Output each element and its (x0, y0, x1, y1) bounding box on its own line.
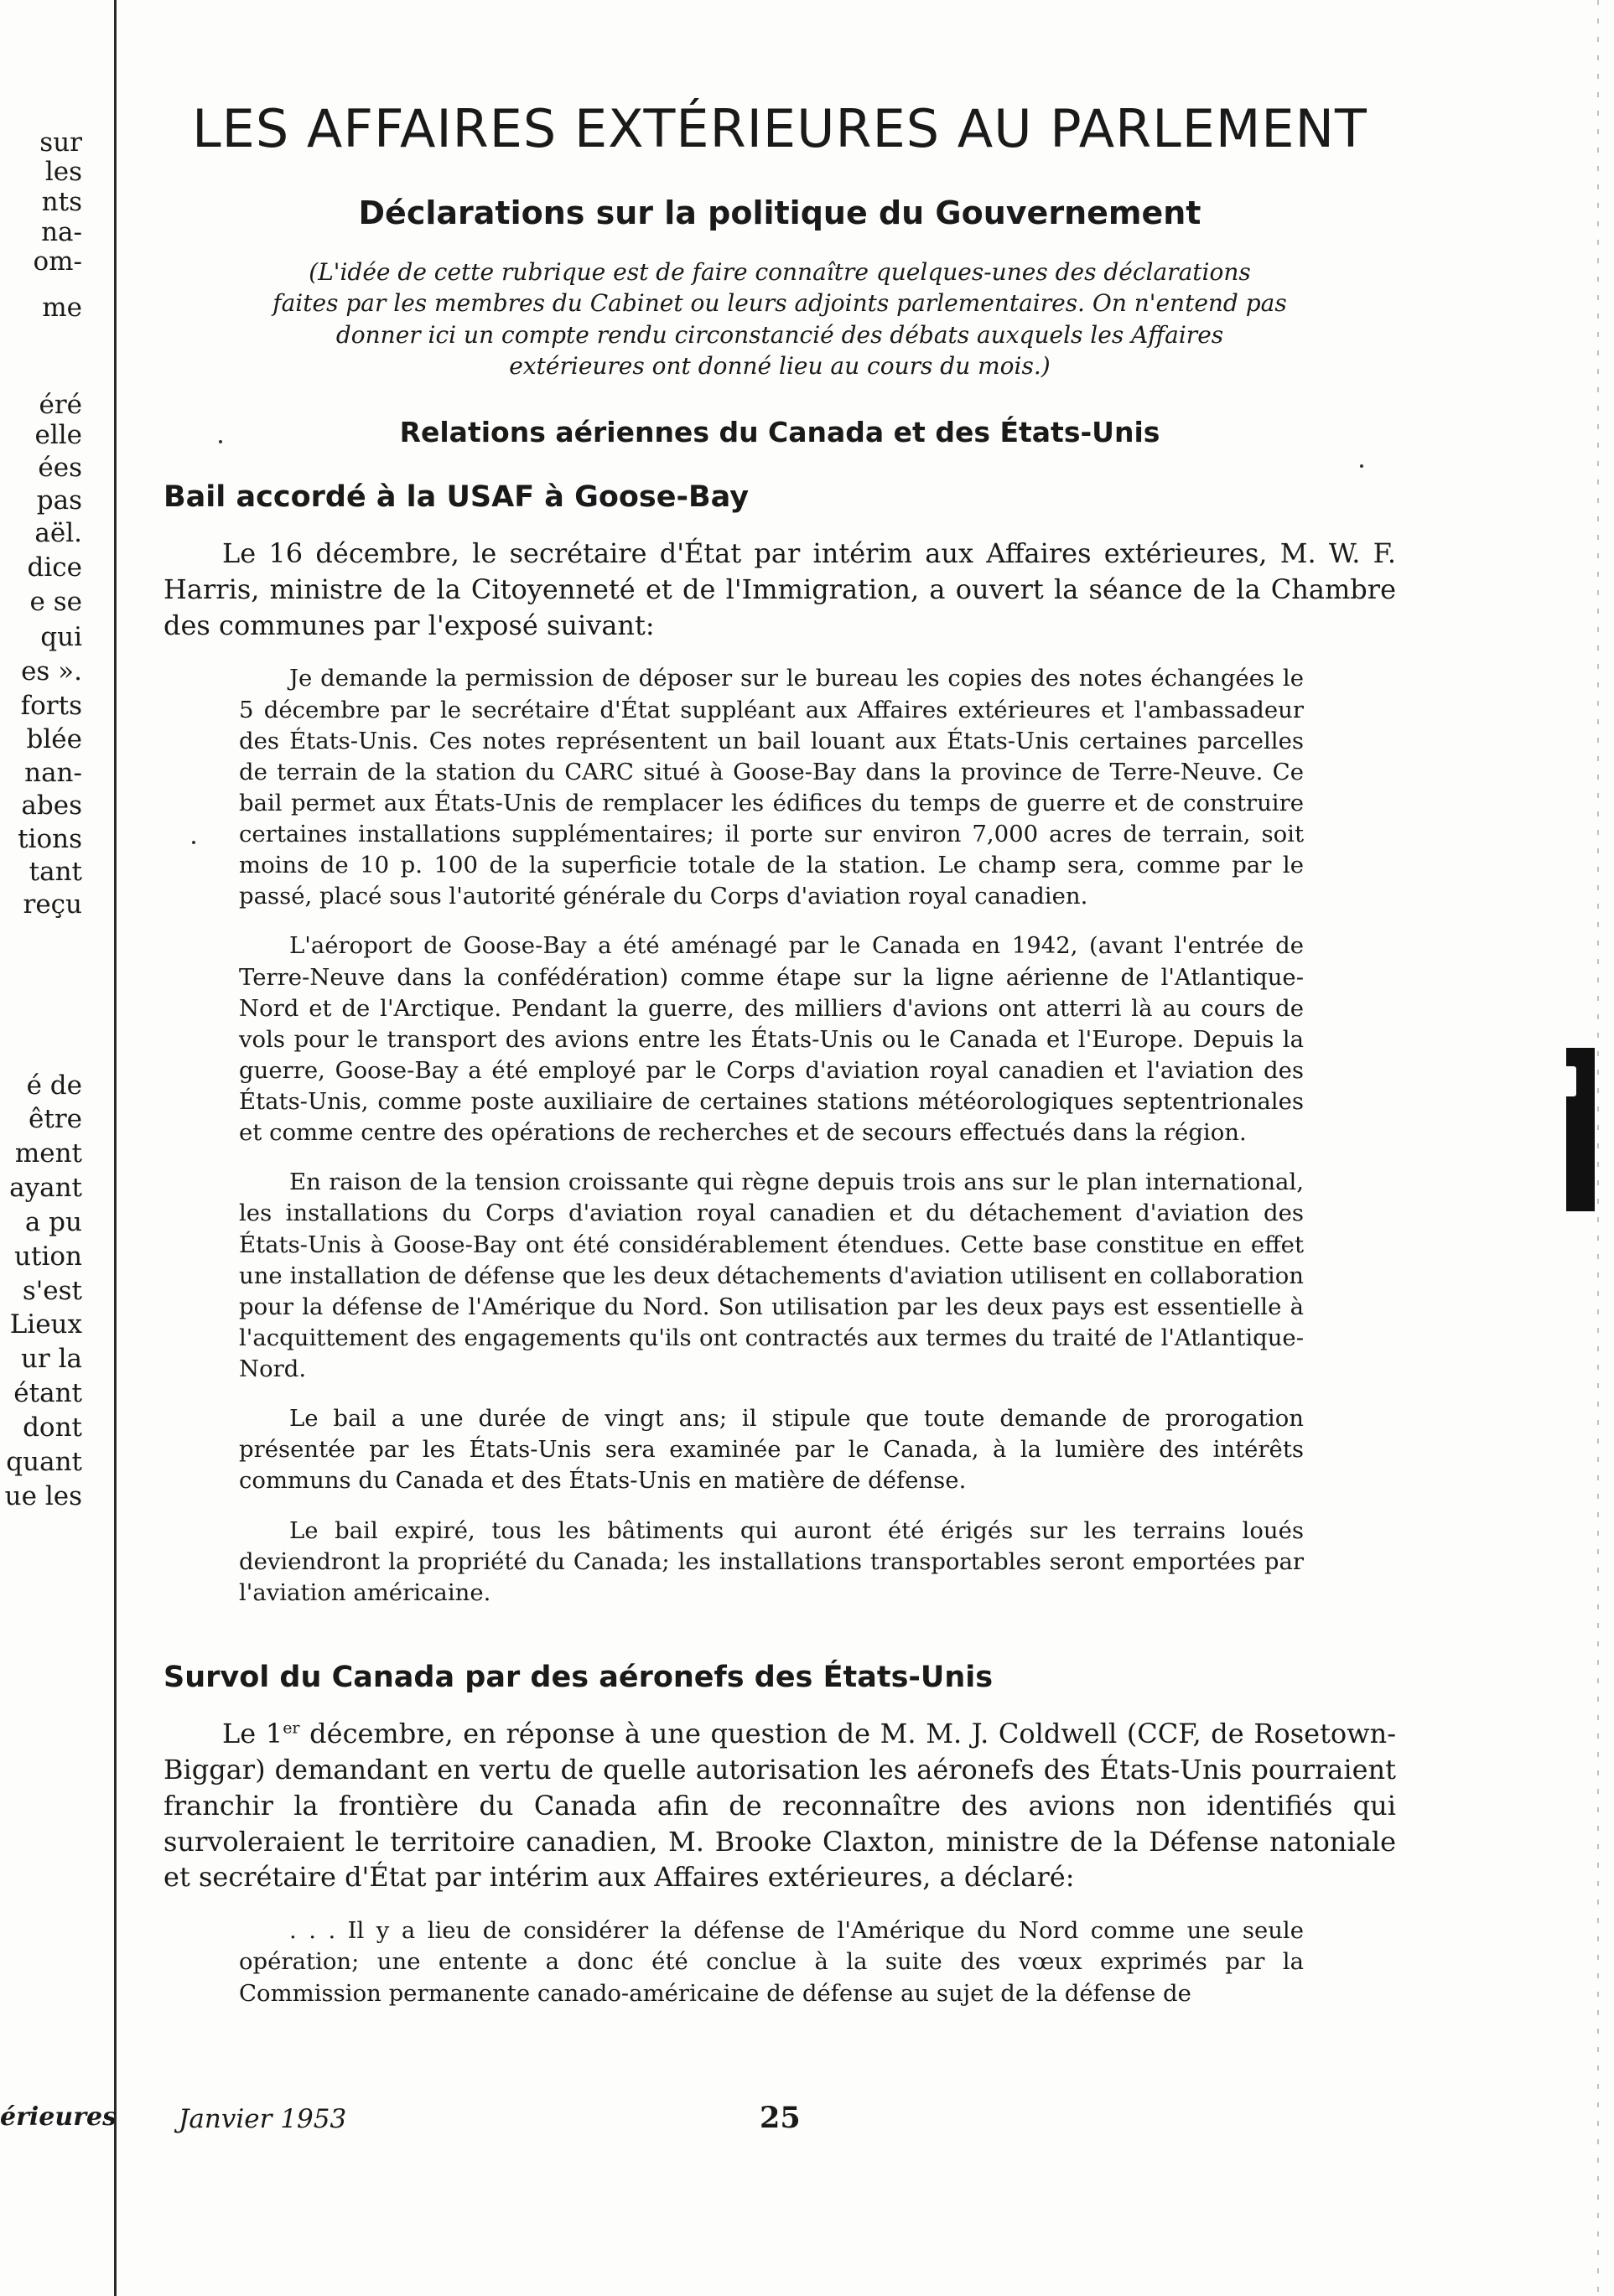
margin-fragment: les (44, 157, 82, 187)
margin-fragment: étant (13, 1378, 82, 1408)
margin-fragment: e se (29, 587, 82, 617)
subsection-heading-goose-bay: Bail accordé à la USAF à Goose-Bay (163, 479, 750, 514)
margin-fragment: ment (14, 1138, 82, 1169)
margin-fragment: blée (26, 724, 82, 754)
article (163, 98, 1397, 2028)
margin-fragment: aël. (34, 518, 82, 548)
page-number: 25 (760, 2101, 801, 2135)
margin-fragment: Lieux (9, 1309, 82, 1340)
quoted-statement: L'aéroport de Goose-Bay a été aménagé par le Canada en 1942, (avant l'entrée de Terre-Neuve dans la confédération) comme étape sur la ligne aérienne de l'Atlantique-Nord et de l'Arctique. Pendant la guerre, des milliers d'avions ont atterri là au cours de vols pour le transport des avions entre les États-Unis ou le Canada et l'Europe. Depuis la guerre, Goose-Bay a été employé par le Corps d'aviation royal canadien et l'aviation des États-Unis, comme poste auxiliaire de certaines stations météorologiques septentrionales et comme centre des opérations de recherches et de secours effectués dans la région. (239, 932, 1304, 1147)
margin-fragment: qui (40, 622, 82, 652)
margin-fragment: ur la (20, 1344, 82, 1374)
page-title: LES AFFAIRES EXTÉRIEURES AU PARLEMENT (192, 98, 1367, 159)
margin-fragment: dont (23, 1412, 82, 1443)
margin-fragment: nan- (24, 758, 82, 788)
margin-fragment: na- (41, 217, 82, 247)
page-edge-artifact (1597, 0, 1599, 2296)
page-subtitle: Déclarations sur la politique du Gouvernement (358, 194, 1201, 232)
margin-fragment: elle (34, 420, 82, 450)
margin-fragment: tant (29, 857, 82, 887)
margin-fragment: ue les (4, 1481, 82, 1511)
margin-fragment: es ». (21, 656, 82, 687)
margin-fragment: quant (6, 1447, 82, 1477)
intro-text-start: Le 1 (222, 1717, 283, 1749)
page-footer (179, 2101, 1411, 2146)
quoted-statement: Le bail a une durée de vingt ans; il stipule que toute demande de prorogation présentée par les États-Unis sera examinée par le Canada, à la lumière des intérêts communs du Canada et des États-Unis en matière de défense. (239, 1405, 1304, 1495)
margin-fragment: nts (41, 187, 82, 217)
ordinal-superscript: er (283, 1718, 300, 1738)
body-paragraph (163, 1716, 1396, 1895)
margin-fragment: forts (20, 691, 82, 721)
margin-fragment: é de (26, 1070, 82, 1101)
quoted-statement: . . . Il y a lieu de considérer la défense de l'Amérique du Nord comme une seule opération; une entente a donc été conclue à la suite des vœux exprimés par la Commission permanente canado-américaine de défense au sujet de la défense de (239, 1917, 1304, 2007)
margin-fragment: sur (39, 127, 82, 158)
intro-text-rest: décembre, en réponse à une question de M. M. J. Coldwell (CCF, de Rosetown-Biggar) demandant en vertu de quelle autorisation les aéronefs des États-Unis pourraient franchir la frontière du Canada afin de reconnaître des avions non identifiés qui survoleraient le territoire canadien, M. Brooke Claxton, ministre de la Défense natoniale et secrétaire d'État par intérim aux Affaires extérieures, a déclaré: (163, 1717, 1397, 1894)
margin-fragment: ayant (9, 1173, 82, 1203)
margin-fragment: a pu (24, 1207, 82, 1237)
margin-fragment: ution (14, 1241, 82, 1272)
margin-footer-fragment: érieures (0, 2102, 117, 2132)
quoted-statement: Je demande la permission de déposer sur le bureau les copies des notes échangées le 5 décembre par le secrétaire d'État suppléant aux Affaires extérieures et l'ambassadeur des États-Unis. Ces notes représentent un bail louant aux États-Unis certaines parcelles de terrain de la station du CARC situé à Goose-Bay dans la province de Terre-Neuve. Ce bail permet aux États-Unis de remplacer les édifices du temps de guerre et de construire certaines installations supplémentaires; il porte sur environ 7,000 acres de terrain, soit moins de 10 p. 100 de la superficie totale de la station. Le champ sera, comme par le passé, placé sous l'autorité générale du Corps d'aviation royal canadien. (239, 665, 1304, 910)
subsection-heading-survol: Survol du Canada par des aéronefs des États-Unis (163, 1660, 994, 1694)
margin-fragment: abes (21, 790, 82, 821)
margin-fragment: me (42, 293, 82, 323)
margin-fragment: s'est (22, 1276, 82, 1306)
issue-date: Janvier 1953 (179, 2104, 347, 2134)
margin-fragment: éré (39, 390, 82, 420)
margin-fragment: être (29, 1104, 82, 1134)
quoted-statement: Le bail expiré, tous les bâtiments qui auront été érigés sur les terrains loués deviendront la propriété du Canada; les installations transportables seront emportées par l'aviation américaine. (239, 1516, 1304, 1606)
margin-fragment: pas (36, 485, 82, 516)
quoted-statement: En raison de la tension croissante qui règne depuis trois ans sur le plan international, les installations du Corps d'aviation royal canadien et du détachement d'aviation des États-Unis à Goose-Bay ont été considérablement étendues. Cette base constitue en effet une installation de défense que les deux détachements d'aviation utilisent en collaboration pour la défense de l'Amérique du Nord. Son utilisation par les deux pays est essentielle à l'acquittement des engagements qu'ils ont contractés aux termes du traité de l'Atlantique-Nord. (239, 1169, 1304, 1383)
margin-fragment: ées (38, 453, 82, 483)
body-paragraph: Le 16 décembre, le secrétaire d'État par intérim aux Affaires extérieures, M. W. F. Harris, ministre de la Citoyenneté et de l'Immigration, a ouvert la séance de la Chambre des communes par l'exposé suivant: (163, 536, 1396, 641)
margin-fragment: om- (33, 246, 82, 277)
margin-fragment: tions (18, 824, 82, 854)
editorial-note: (L'idée de cette rubrique est de faire connaître quelques-unes des déclarations faites par les membres du Cabinet ou leurs adjoints parlementaires. On n'entend pas donner ici un compte rendu circonstancié des débats auxquels les Affaires extérieures ont donné lieu au cours du mois.) (272, 257, 1287, 381)
thumb-index-tab (1566, 1048, 1595, 1211)
margin-fragment: dice (27, 552, 82, 583)
section-heading: Relations aériennes du Canada et des États-Unis (399, 415, 1160, 448)
margin-fragment: reçu (23, 889, 82, 920)
binding-line (114, 0, 117, 2296)
